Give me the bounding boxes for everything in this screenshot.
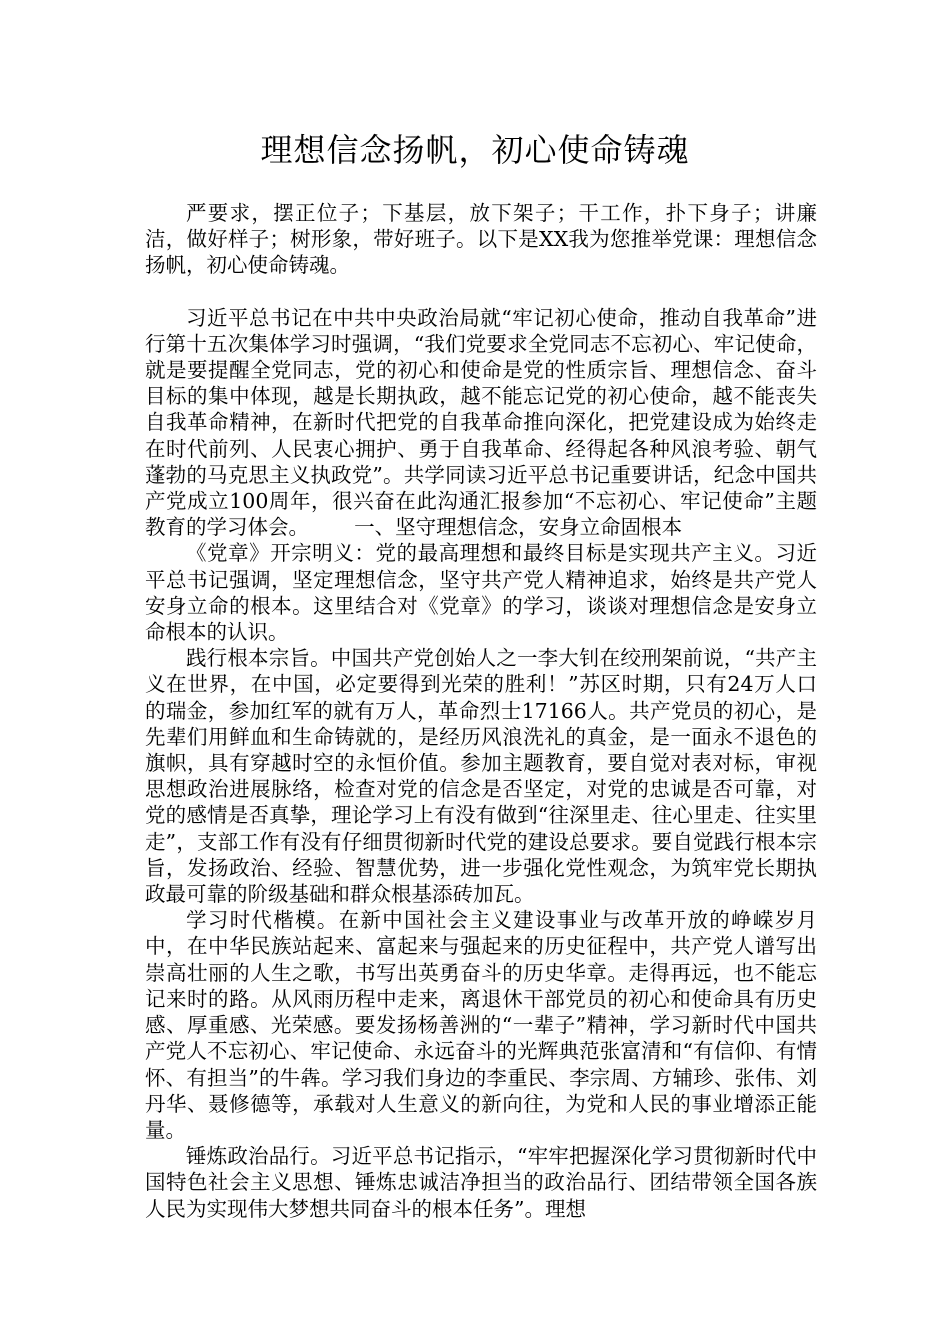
paragraph-spacer — [145, 279, 817, 305]
intro-paragraph: 严要求，摆正位子；下基层，放下架子；干工作，扑下身子；讲廉洁，做好样子；树形象，带好班子。以下是XX我为您推举党课：理想信念扬帆，初心使命铸魂。 — [145, 201, 817, 278]
body-paragraph-1 — [145, 305, 817, 541]
body-paragraph-4: 学习时代楷模。在新中国社会主义建设事业与改革开放的峥嵘岁月中，在中华民族站起来、富起来与强起来的历史征程中，共产党人谱写出崇高壮丽的人生之歌，书写出英勇奋斗的历史华章。走得再远，也不能忘记来时的路。从风雨历程中走来，离退休干部党员的初心和使命具有历史感、厚重感、光荣感。要发扬杨善洲的“一辈子”精神，学习新时代中国共产党人不忘初心、牢记使命、永远奋斗的光辉典范张富清和“有信仰、有情怀、有担当”的牛犇。学习我们身边的李重民、李宗周、方辅珍、张伟、刘丹华、聂修德等，承载对人生意义的新向往，为党和人民的事业增添正能量。 — [145, 908, 817, 1142]
body-paragraph-3: 践行根本宗旨。中国共产党创始人之一李大钊在绞刑架前说，“共产主义在世界，在中国，必定要得到光荣的胜利！”苏区时期，只有24万人口的瑞金，参加红军的就有万人，革命烈士17166人。共产党员的初心，是先辈们用鲜血和生命铸就的，是经历风浪洗礼的真金，是一面永不退色的旗帜，具有穿越时空的永恒价值。参加主题教育，要自觉对表对标，审视思想政治进展脉络，检查对党的信念是否坚定，对党的忠诚是否可靠，对党的感情是否真挚，理论学习上有没有做到“往深里走、往心里走、往实里走”，支部工作有没有仔细贯彻新时代党的建设总要求。要自觉践行根本宗旨，发扬政治、经验、智慧优势，进一步强化党性观念，为筑牢党长期执政最可靠的阶级基础和群众根基添砖加瓦。 — [145, 646, 817, 907]
body-paragraph-5: 锤炼政治品行。习近平总书记指示，“牢牢把握深化学习贯彻新时代中国特色社会主义思想、锤炼忠诚洁净担当的政治品行、团结带领全国各族人民为实现伟大梦想共同奋斗的根本任务”。理想 — [145, 1144, 817, 1221]
body-paragraph-2: 《党章》开宗明义：党的最高理想和最终目标是实现共产主义。习近平总书记强调，坚定理想信念，坚守共产党人精神追求，始终是共产党人安身立命的根本。这里结合对《党章》的学习，谈谈对理想信念是安身立命根本的认识。 — [145, 541, 817, 645]
paragraph-text: 习近平总书记在中共中央政治局就“牢记初心使命，推动自我革命”进行第十五次集体学习时强调，“我们党要求全党同志不忘初心、牢记使命，就是要提醒全党同志，党的初心和使命是党的性质宗旨、理想信念、奋斗目标的集中体现，越是长期执政，越不能忘记党的初心使命，越不能丧失自我革命精神，在新时代把党的自我革命推向深化，把党建设成为始终走在时代前列、人民衷心拥护、勇于自我革命、经得起各种风浪考验、朝气蓬勃的马克思主义执政党”。共学同读习近平总书记重要讲话，纪念中国共产党成立100周年，很兴奋在此沟通汇报参加“不忘初心、牢记使命”主题教育的学习体会。 — [145, 305, 817, 540]
section-heading: 一、坚守理想信念，安身立命固根本 — [354, 515, 683, 540]
document-title: 理想信念扬帆，初心使命铸魂 — [260, 131, 690, 169]
document-body — [145, 200, 817, 1222]
